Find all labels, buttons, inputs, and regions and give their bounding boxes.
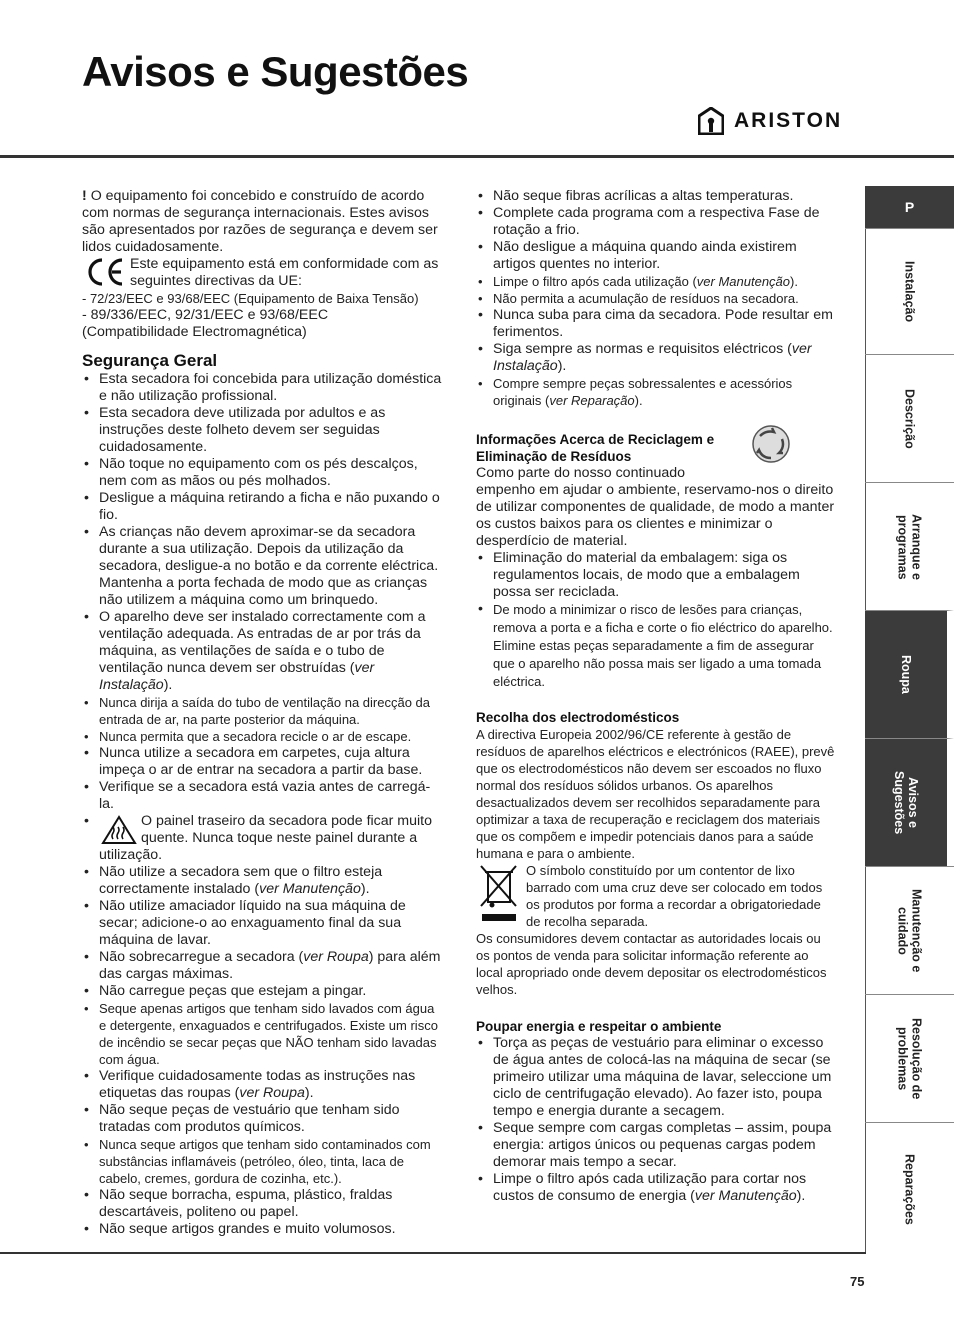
ref-instalacao: ver Instalação <box>99 660 375 693</box>
directive-1: - 72/23/EEC e 93/68/EEC (Equipamento de Baixa Tensão) <box>82 291 419 306</box>
list-item: • Verifique se a secadora está vazia antes de carregá-la. <box>82 779 444 813</box>
list-item: • Nunca seque artigos que tenham sido contaminados com substâncias inflamáveis (petróleo, óleo, tinta, laca de cabelo, cremes, gordura de cozinha, etc.). <box>82 1136 444 1187</box>
safety-list <box>82 371 444 1238</box>
list-item: • Nunca dirija a saída do tubo de ventilação na direcção da entrada de ar, na parte posterior da máquina. <box>82 694 444 728</box>
warning-text: O equipamento foi concebido e construído de acordo com normas de segurança internacionais. Estes avisos são apresentados por razões de segurança e devem ser lidos cuidadosamente. <box>82 188 438 255</box>
directive-2: - 89/336/EEC, 92/31/EEC e 93/68/EEC <box>82 307 329 323</box>
warning-mark: ! <box>82 188 87 204</box>
recycling-globe-icon <box>748 421 794 467</box>
list-item: • Esta secadora foi concebida para utilização doméstica e não utilização profissional. <box>82 371 444 405</box>
tab-reparacoes[interactable]: Reparações <box>865 1122 954 1255</box>
safety-list-continued <box>476 188 836 409</box>
list-item: • Torça as peças de vestuário para eliminar o excesso de água antes de colocá-las na máquina de secar (se primeiro utilizar uma máquina de lavar, seleccione um ciclo de centrifugação elevado). Ao fazer isto, poupa tempo e energia durante a secagem. <box>476 1035 836 1120</box>
weee-heading: Recolha dos electrodomésticos <box>476 710 680 725</box>
ce-mark-icon <box>82 255 130 289</box>
list-item: • Não seque borracha, espuma, plástico, fraldas descartáveis, politeno ou papel. <box>82 1187 444 1221</box>
list-item: • Desligue a máquina retirando a ficha e não puxando o fio. <box>82 490 444 524</box>
list-item: • Não desligue a máquina quando ainda existirem artigos quentes no interior. <box>476 239 836 273</box>
list-item: • Não seque artigos grandes e muito volumosos. <box>82 1221 444 1238</box>
list-item: • Limpe o filtro após cada utilização para cortar nos custos de consumo de energia (ver Manutenção). <box>476 1171 836 1205</box>
tab-avisos-e-sugestoes[interactable]: Avisos e Sugestões <box>865 738 954 866</box>
list-item: • Nunca utilize a secadora em carpetes, cuja altura impeça o ar de entrar na secadora a partir da base. <box>82 745 444 779</box>
list-item: • Não carregue peças que estejam a pingar. <box>82 983 444 1000</box>
weee-symbol-text: O símbolo constituído por um contentor de lixo barrado com uma cruz deve ser colocado em todos os produtos por forma a recordar a obrigatoriedade de recolha separada. <box>526 863 823 929</box>
list-item: • Esta secadora deve utilizada por adultos e as instruções deste folheto devem ser seguidas cuidadosamente. <box>82 405 444 456</box>
recycling-list <box>476 550 836 691</box>
section-sidebar <box>865 186 954 1254</box>
list-item: • Limpe o filtro após cada utilização (ver Manutenção). <box>476 273 836 290</box>
list-item: • Não permita a acumulação de resíduos na secadora. <box>476 290 836 307</box>
brand-logo <box>698 107 842 135</box>
list-item: • Seque apenas artigos que tenham sido lavados com água e detergente, enxaguados e centrifugados. Existe um risco de incêndio se secar peças que NÃO tenham sido lavadas com água. <box>82 1000 444 1068</box>
weee-symbol-block <box>476 862 836 930</box>
header-rule <box>0 155 954 158</box>
tab-instalacao[interactable]: Instalação <box>865 228 954 355</box>
language-tab[interactable]: P <box>865 186 954 228</box>
directive-3: (Compatibilidade Electromagnética) <box>82 324 307 340</box>
list-item: • Não seque fibras acrílicas a altas temperaturas. <box>476 188 836 205</box>
tab-descricao[interactable]: Descrição <box>865 354 954 483</box>
weee-paragraph-1: A directiva Europeia 2002/96/CE referente à gestão de resíduos de aparelhos eléctricos e electrónicos (RAEE), prevê que os electrodomésticos não devem ser escoados no fluxo normal dos resíduos sólidos urbanos. Os aparelhos desactualizados devem ser recolhidos separadamente para optimizar a taxa de recuperação e reciclagem dos materiais que os compõem e impedir potenciais danos para a saúde humana e para o ambiente. <box>476 727 835 861</box>
left-column <box>82 188 444 1238</box>
list-item: • Seque sempre com cargas completas – assim, poupa energia: artigos únicos ou pequenas cargas podem demorar mais tempo a secar. <box>476 1120 836 1171</box>
tab-arranque-e-programas[interactable]: Arranque e programas <box>865 482 954 611</box>
list-item: • Não sobrecarregue a secadora (ver Roupa) para além das cargas máximas. <box>82 949 444 983</box>
crossed-bin-icon <box>476 862 520 924</box>
ce-text: Este equipamento está em conformidade com as seguintes directivas da UE: <box>130 256 439 289</box>
page-number: 75 <box>850 1274 865 1289</box>
recycling-heading: Informações Acerca de Reciclagem e Eliminação de Resíduos <box>476 431 836 465</box>
list-item: • Não seque peças de vestuário que tenham sido tratadas com produtos químicos. <box>82 1102 444 1136</box>
recycling-intro: Como parte do nosso continuado empenho em ajudar o ambiente, reservamo-nos o direito de utilizar componentes de qualidade, de modo a manter os custos baixos para os clientes e minimizar o desperdício de material. <box>476 465 835 549</box>
energy-heading: Poupar energia e respeitar o ambiente <box>476 1019 722 1034</box>
brand-name: ARISTON <box>734 109 843 132</box>
list-item: • As crianças não devem aproximar-se da secadora durante a sua utilização. Depois da utilização da secadora, desligue-a no botão e da corrente eléctrica. Mantenha a porta fechada de modo que as crianças não utilizem a máquina como um brinquedo. <box>82 524 444 609</box>
intro-warning <box>82 188 444 256</box>
page-title: Avisos e Sugestões <box>82 48 469 95</box>
safety-heading: Segurança Geral <box>82 351 218 370</box>
tab-roupa[interactable]: Roupa <box>865 610 954 738</box>
list-item: • Nunca permita que a secadora recicle o ar de escape. <box>82 728 444 745</box>
list-item: • Nunca suba para cima da secadora. Pode resultar em ferimentos. <box>476 307 836 341</box>
energy-list <box>476 1035 836 1205</box>
list-item: • Verifique cuidadosamente todas as instruções nas etiquetas das roupas (ver Roupa). <box>82 1068 444 1102</box>
tab-resolucao-de-problemas[interactable]: Resolução de problemas <box>865 994 954 1123</box>
list-item: • Compre sempre peças sobressalentes e acessórios originais (ver Reparação). <box>476 375 836 409</box>
weee-paragraph-2: Os consumidores devem contactar as autoridades locais ou os pontos de venda para solicitar informação referente ao local apropriado onde devem depositar os electrodomésticos velhos. <box>476 931 827 997</box>
list-item: • Não utilize amaciador líquido na sua máquina de secar; adicione-o ao enxaguamento final da sua máquina de lavar. <box>82 898 444 949</box>
list-item: • Siga sempre as normas e requisitos eléctricos (ver Instalação). <box>476 341 836 375</box>
footer-rule <box>0 1252 866 1254</box>
list-item: • Não toque no equipamento com os pés descalços, nem com as mãos ou pés molhados. <box>82 456 444 490</box>
hot-surface-warning-icon <box>101 815 137 845</box>
list-item: • Eliminação do material da embalagem: siga os regulamentos locais, de modo que a embalagem possa ser reciclada. <box>476 550 836 601</box>
right-column <box>476 188 836 1205</box>
list-item: • Não utilize a secadora sem que o filtro esteja correctamente instalado (ver Manutenção). <box>82 864 444 898</box>
list-item: • Complete cada programa com a respectiva Fase de rotação a frio. <box>476 205 836 239</box>
list-item: • O painel traseiro da secadora pode ficar muito quente. Nunca toque neste painel durante a utilização. <box>82 813 444 864</box>
list-item: • De modo a minimizar o risco de lesões para crianças, remova a porta e a ficha e corte o fio eléctrico do aparelho. Elimine estas peças separadamente a fim de assegurar que o aparelho não possa mais ser ligado a uma tomada eléctrica. <box>476 601 836 691</box>
tab-manutencao-e-cuidado[interactable]: Manutenção e cuidado <box>865 866 954 995</box>
list-item: • O aparelho deve ser instalado correctamente com a ventilação adequada. As entradas de ar por trás da máquina, as ventilações de saída e o tubo de ventilação nunca devem ser obstruídas (ver Instalação). <box>82 609 444 694</box>
house-logo-icon <box>698 107 724 135</box>
